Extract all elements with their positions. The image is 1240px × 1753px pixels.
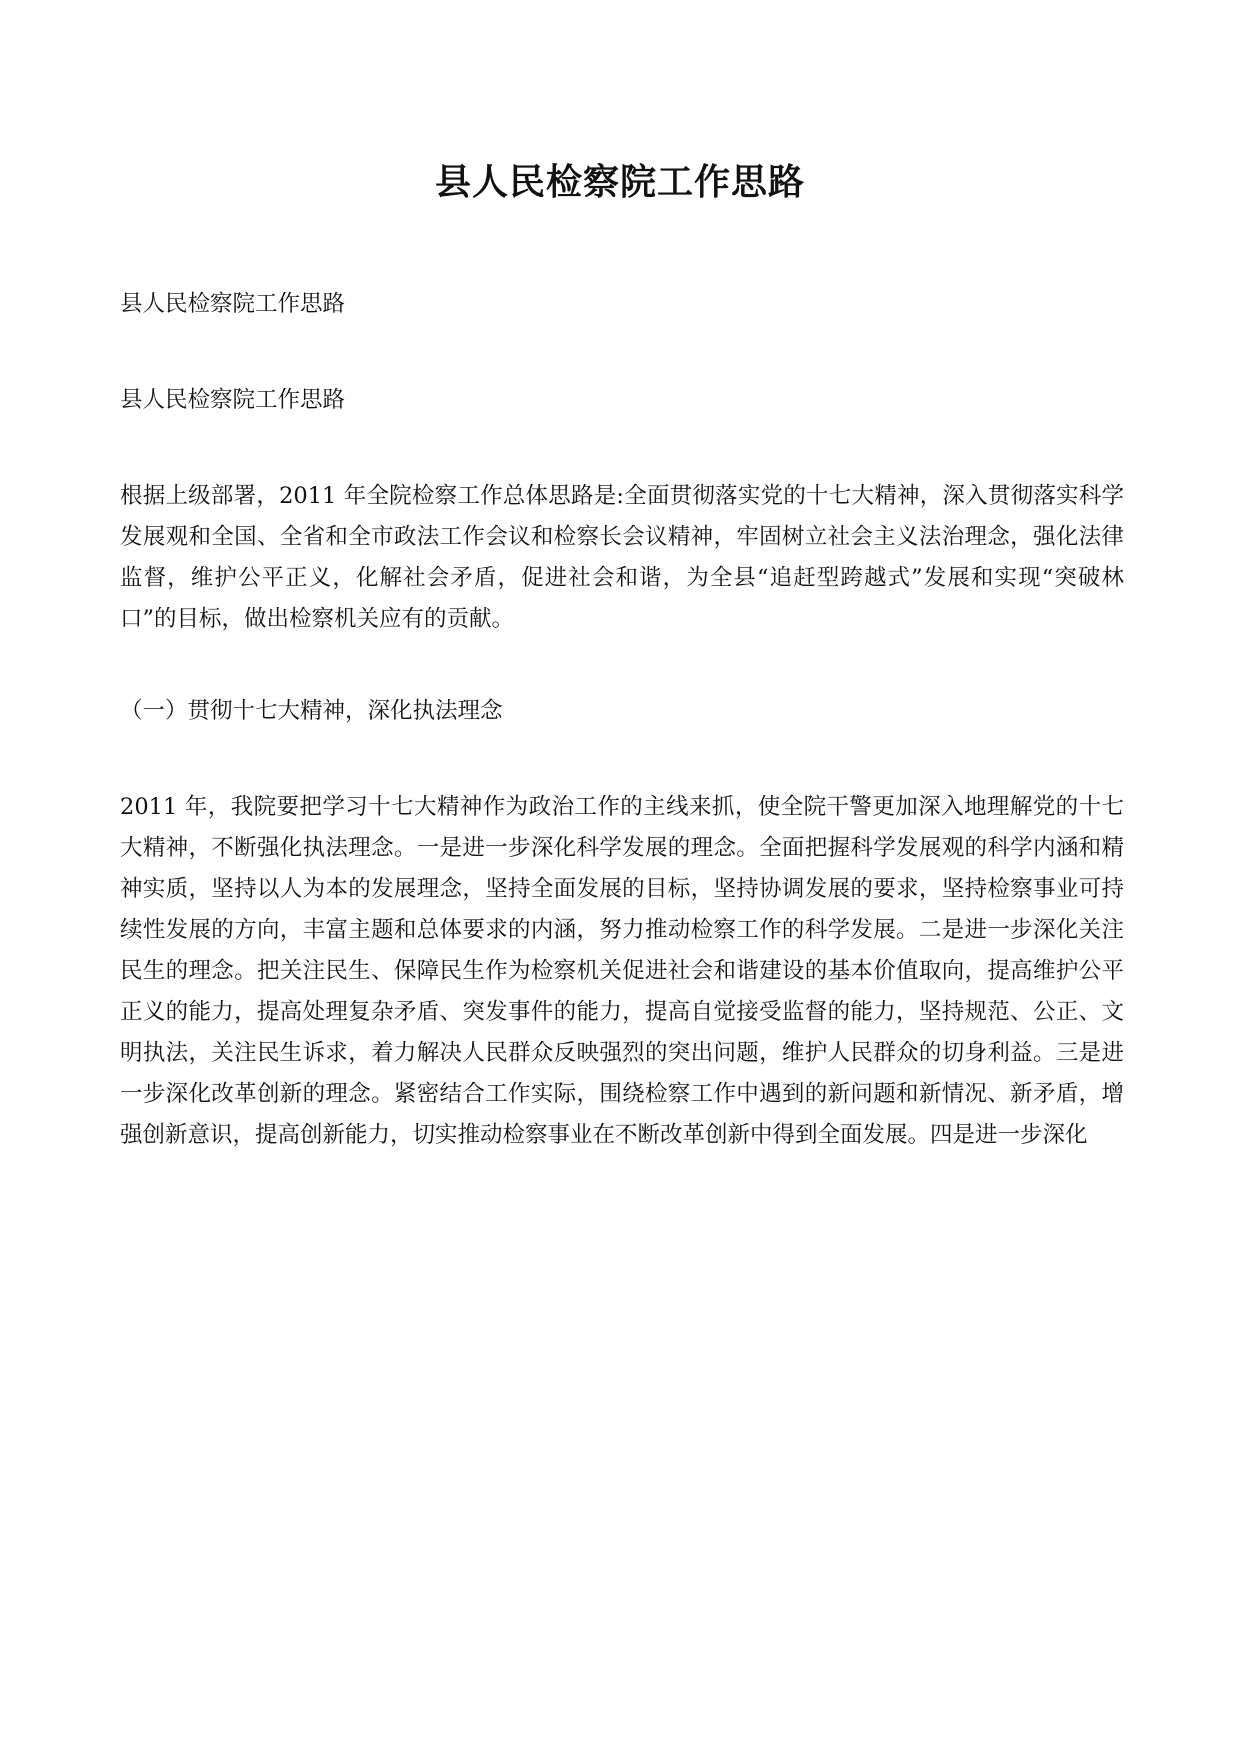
paragraph-section-1: 2011 年，我院要把学习十七大精神作为政治工作的主线来抓，使全院干警更加深入地理解党的十七大精神，不断强化执法理念。一是进一步深化科学发展的理念。全面把握科学发展观的科学内涵和精神实质，坚持以人为本的发展理念，坚持全面发展的目标，坚持协调发展的要求，坚持检察事业可持续性发展的方向，丰富主题和总体要求的内涵，努力推动检察工作的科学发展。二是进一步深化关注民生的理念。把关注民生、保障民生作为检察机关促进社会和谐建设的基本价值取向，提高维护公平正义的能力，提高处理复杂矛盾、突发事件的能力，提高自觉接受监督的能力，坚持规范、公正、文明执法，关注民生诉求，着力解决人民群众反映强烈的突出问题，维护人民群众的切身利益。三是进一步深化改革创新的理念。紧密结合工作实际，围绕检察工作中遇到的新问题和新情况、新矛盾，增强创新意识，提高创新能力，切实推动检察事业在不断改革创新中得到全面发展。四是进一步深化	[120, 794, 1124, 1148]
document-body	[120, 284, 1124, 1207]
subtitle-line-1: 县人民检察院工作思路	[120, 291, 346, 317]
document-title: 县人民检察院工作思路	[434, 161, 805, 203]
paragraph-overview: 根据上级部署，2011 年全院检察工作总体思路是:全面贯彻落实党的十七大精神，深入贯彻落实科学发展观和全国、全省和全市政法工作会议和检察长会议精神，牢固树立社会主义法治理念，强化法律监督，维护公平正义，化解社会矛盾，促进社会和谐，为全县“追赶型跨越式”发展和实现“突破林口”的目标，做出检察机关应有的贡献。	[120, 483, 1124, 632]
section-heading-1: （一）贯彻十七大精神，深化执法理念	[120, 698, 503, 724]
subtitle-line-2: 县人民检察院工作思路	[120, 387, 346, 413]
